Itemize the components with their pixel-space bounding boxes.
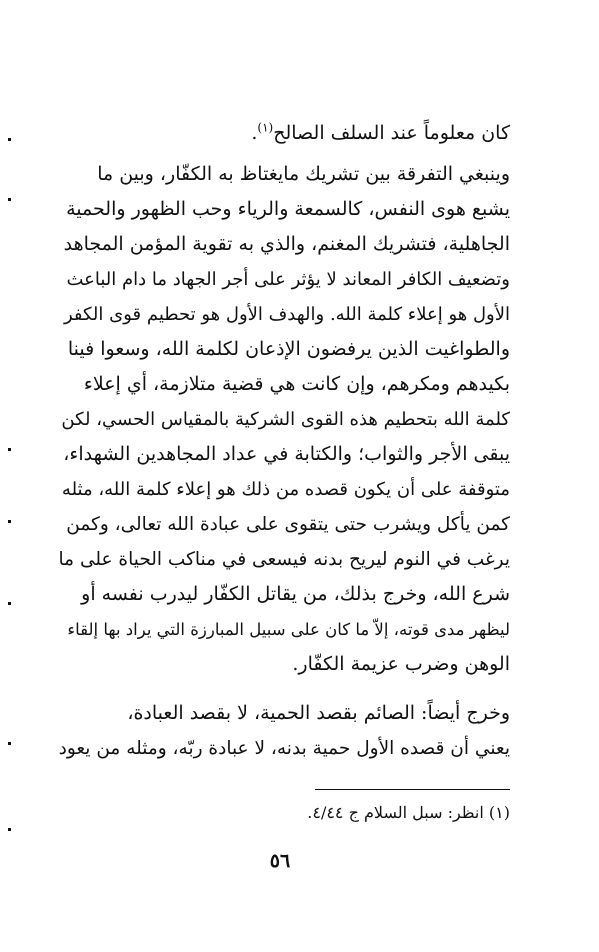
page-number: ٥٦ — [269, 850, 291, 872]
text-line: ليظهر مدى قوته، إلاّ ما كان على سبيل المبارزة التي يراد بها إلقاء — [67, 620, 510, 639]
paragraph-2 — [55, 157, 510, 682]
text-line: كلمة الله بتحطيم هذه القوى الشركية بالمقياس الحسي، لكن — [61, 409, 510, 430]
paragraph-3 — [55, 696, 510, 766]
paragraph-1 — [55, 116, 510, 151]
text-line: متوقفة على أن يكون قصده من ذلك هو إعلاء كلمة الله، مثله — [61, 479, 510, 500]
text-line: والطواغيت الذين يرفضون الإذعان لكلمة الله، وسعوا فينا — [67, 338, 510, 360]
text-line: الجاهلية، فتشريك المغنم، والذي به تقوية المؤمن المجاهد — [63, 233, 510, 255]
text-line: يشبع هوى النفس، كالسمعة والرياء وحب الظهور والحمية — [66, 198, 510, 220]
text-line: الأول هو إعلاء كلمة الله. والهدف الأول هو تحطيم قوى الكفر — [63, 304, 510, 325]
margin-mark — [8, 828, 11, 831]
text-line-content: كان معلوماً عند السلف الصالح — [273, 122, 510, 144]
footnote-separator — [315, 789, 510, 790]
text-line: وخرج أيضاً: الصائم بقصد الحمية، لا بقصد العبادة، — [127, 702, 510, 724]
main-text — [55, 116, 510, 766]
text-line: كمن يأكل ويشرب حتى يتقوى على عبادة الله تعالى، وكمن — [66, 514, 510, 535]
footnote-reference: (١) — [257, 120, 274, 135]
text-line-end: . — [251, 122, 258, 144]
text-line: شرع الله، وخرج بذلك، من يقاتل الكفّار ليدرب نفسه أو — [81, 583, 510, 605]
text-line: يعني أن قصده الأول حمية بدنه، لا عبادة ربّه، ومثله من يعود — [58, 738, 510, 759]
text-line: وتضعيف الكافر المعاند لا يؤثر على أجر الجهاد ما دام الباعث — [66, 269, 510, 290]
margin-mark — [8, 448, 11, 451]
margin-mark — [8, 742, 11, 745]
footnote: (١) انظر: سبل السلام ج ٤/٤٤. — [307, 803, 510, 822]
margin-mark — [8, 138, 11, 141]
text-line: الوهن وضرب عزيمة الكفّار. — [292, 653, 510, 675]
margin-mark — [8, 520, 11, 523]
text-line: يرغب في النوم ليريح بدنه فيسعى في مناكب الحياة على ما — [58, 549, 510, 570]
text-line: يبقى الأجر والثواب؛ والكتابة في عداد المجاهدين الشهداء، — [63, 443, 510, 465]
margin-mark — [8, 198, 11, 201]
margin-mark — [8, 602, 11, 605]
text-line — [55, 116, 510, 151]
text-line: وينبغي التفرقة بين تشريك مايغتاظ به الكفّار، وبين ما — [97, 163, 510, 185]
text-line: بكيدهم ومكرهم، وإن كانت هي قضية متلازمة، أي إعلاء — [83, 373, 510, 395]
